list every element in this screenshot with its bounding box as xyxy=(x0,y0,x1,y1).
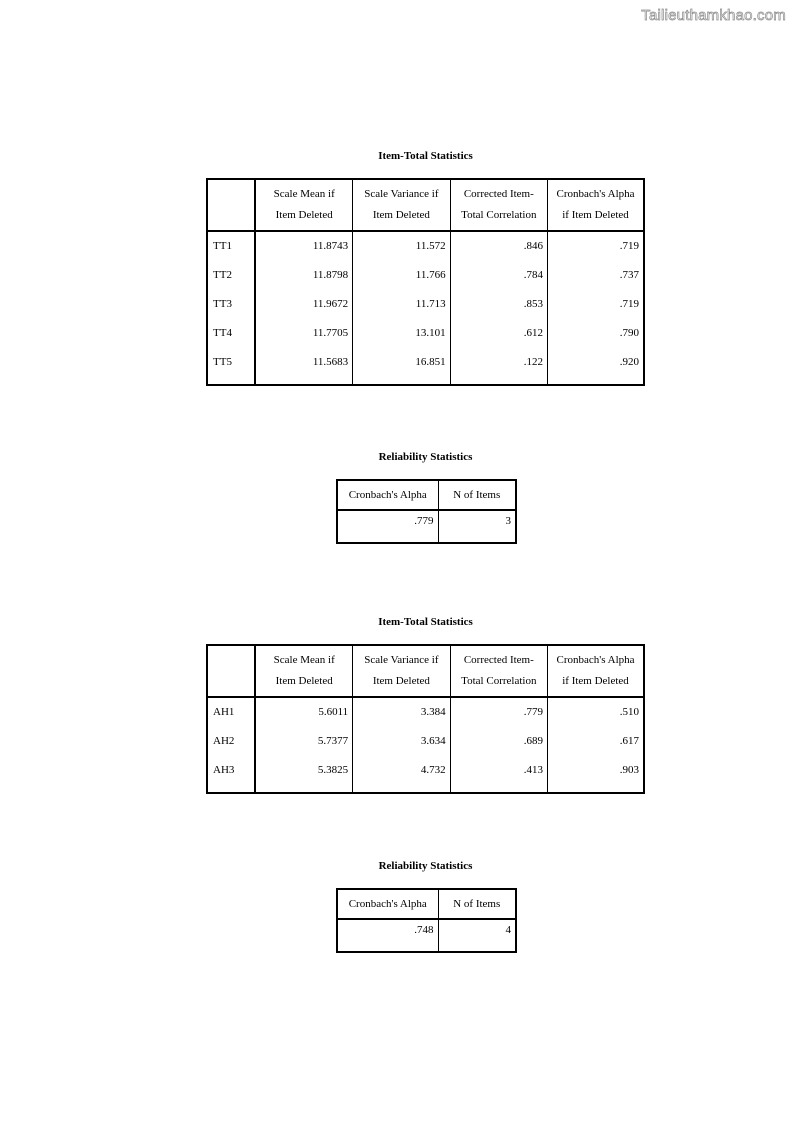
cell-scale-mean: 5.3825 xyxy=(255,756,352,793)
cell-corrected-correlation: .853 xyxy=(450,290,547,319)
item-total-statistics-table xyxy=(206,644,645,794)
header-scale-variance: Scale Variance if Item Deleted xyxy=(353,645,450,697)
table-row xyxy=(207,261,644,290)
header-scale-mean: Scale Mean if Item Deleted xyxy=(255,179,352,231)
cell-n-of-items: 4 xyxy=(438,919,516,952)
header-corrected-correlation: Corrected Item- Total Correlation xyxy=(450,179,547,231)
table-title: Item-Total Statistics xyxy=(378,616,473,628)
row-label: AH3 xyxy=(207,756,255,793)
cell-alpha-if-deleted: .903 xyxy=(548,756,644,793)
reliability-statistics-2 xyxy=(336,860,515,956)
row-label: TT1 xyxy=(207,231,255,261)
row-label: AH1 xyxy=(207,697,255,727)
cell-scale-variance: 16.851 xyxy=(353,348,450,385)
cell-scale-variance: 11.572 xyxy=(353,231,450,261)
header-cronbach-alpha: Cronbach's Alpha xyxy=(337,889,438,919)
header-scale-mean: Scale Mean if Item Deleted xyxy=(255,645,352,697)
header-row xyxy=(207,179,644,231)
cell-scale-mean: 11.7705 xyxy=(255,319,352,348)
header-corrected-correlation: Corrected Item- Total Correlation xyxy=(450,645,547,697)
reliability-statistics-table xyxy=(336,479,517,544)
header-alpha-if-deleted: Cronbach's Alpha if Item Deleted xyxy=(548,645,644,697)
cell-corrected-correlation: .784 xyxy=(450,261,547,290)
item-total-statistics-tt xyxy=(206,150,645,382)
header-row xyxy=(207,645,644,697)
cell-alpha-if-deleted: .737 xyxy=(548,261,644,290)
cell-alpha-if-deleted: .719 xyxy=(548,290,644,319)
cell-scale-mean: 11.5683 xyxy=(255,348,352,385)
table-row xyxy=(207,348,644,385)
cell-scale-variance: 11.766 xyxy=(353,261,450,290)
cell-cronbach-alpha: .779 xyxy=(337,510,438,543)
header-row xyxy=(337,889,516,919)
cell-corrected-correlation: .846 xyxy=(450,231,547,261)
cell-scale-mean: 5.6011 xyxy=(255,697,352,727)
cell-scale-variance: 13.101 xyxy=(353,319,450,348)
header-alpha-if-deleted: Cronbach's Alpha if Item Deleted xyxy=(548,179,644,231)
header-corner xyxy=(207,645,255,697)
cell-scale-variance: 3.634 xyxy=(353,727,450,756)
cell-scale-mean: 11.8798 xyxy=(255,261,352,290)
cell-alpha-if-deleted: .790 xyxy=(548,319,644,348)
cell-alpha-if-deleted: .920 xyxy=(548,348,644,385)
cell-corrected-correlation: .122 xyxy=(450,348,547,385)
table-row xyxy=(207,319,644,348)
item-total-statistics-table xyxy=(206,178,645,386)
cell-scale-variance: 4.732 xyxy=(353,756,450,793)
table-row xyxy=(337,510,516,543)
cell-corrected-correlation: .413 xyxy=(450,756,547,793)
row-label: TT2 xyxy=(207,261,255,290)
cell-n-of-items: 3 xyxy=(438,510,516,543)
item-total-statistics-ah xyxy=(206,616,645,792)
row-label: TT5 xyxy=(207,348,255,385)
row-label: TT4 xyxy=(207,319,255,348)
cell-scale-variance: 11.713 xyxy=(353,290,450,319)
table-title: Reliability Statistics xyxy=(378,451,473,463)
header-cronbach-alpha: Cronbach's Alpha xyxy=(337,480,438,510)
table-row xyxy=(207,290,644,319)
table-title: Reliability Statistics xyxy=(378,860,473,872)
table-row xyxy=(207,727,644,756)
row-label: TT3 xyxy=(207,290,255,319)
cell-scale-mean: 5.7377 xyxy=(255,727,352,756)
cell-corrected-correlation: .612 xyxy=(450,319,547,348)
cell-scale-mean: 11.9672 xyxy=(255,290,352,319)
cell-alpha-if-deleted: .510 xyxy=(548,697,644,727)
table-row xyxy=(207,231,644,261)
header-scale-variance: Scale Variance if Item Deleted xyxy=(353,179,450,231)
header-n-of-items: N of Items xyxy=(438,480,516,510)
cell-scale-variance: 3.384 xyxy=(353,697,450,727)
reliability-statistics-table xyxy=(336,888,517,953)
cell-corrected-correlation: .779 xyxy=(450,697,547,727)
watermark: Tailieuthamkhao.com xyxy=(641,7,786,24)
header-row xyxy=(337,480,516,510)
cell-alpha-if-deleted: .719 xyxy=(548,231,644,261)
table-row xyxy=(337,919,516,952)
table-row xyxy=(207,756,644,793)
row-label: AH2 xyxy=(207,727,255,756)
header-corner xyxy=(207,179,255,231)
cell-corrected-correlation: .689 xyxy=(450,727,547,756)
cell-alpha-if-deleted: .617 xyxy=(548,727,644,756)
cell-cronbach-alpha: .748 xyxy=(337,919,438,952)
reliability-statistics-1 xyxy=(336,451,515,547)
cell-scale-mean: 11.8743 xyxy=(255,231,352,261)
header-n-of-items: N of Items xyxy=(438,889,516,919)
table-row xyxy=(207,697,644,727)
table-title: Item-Total Statistics xyxy=(378,150,473,162)
